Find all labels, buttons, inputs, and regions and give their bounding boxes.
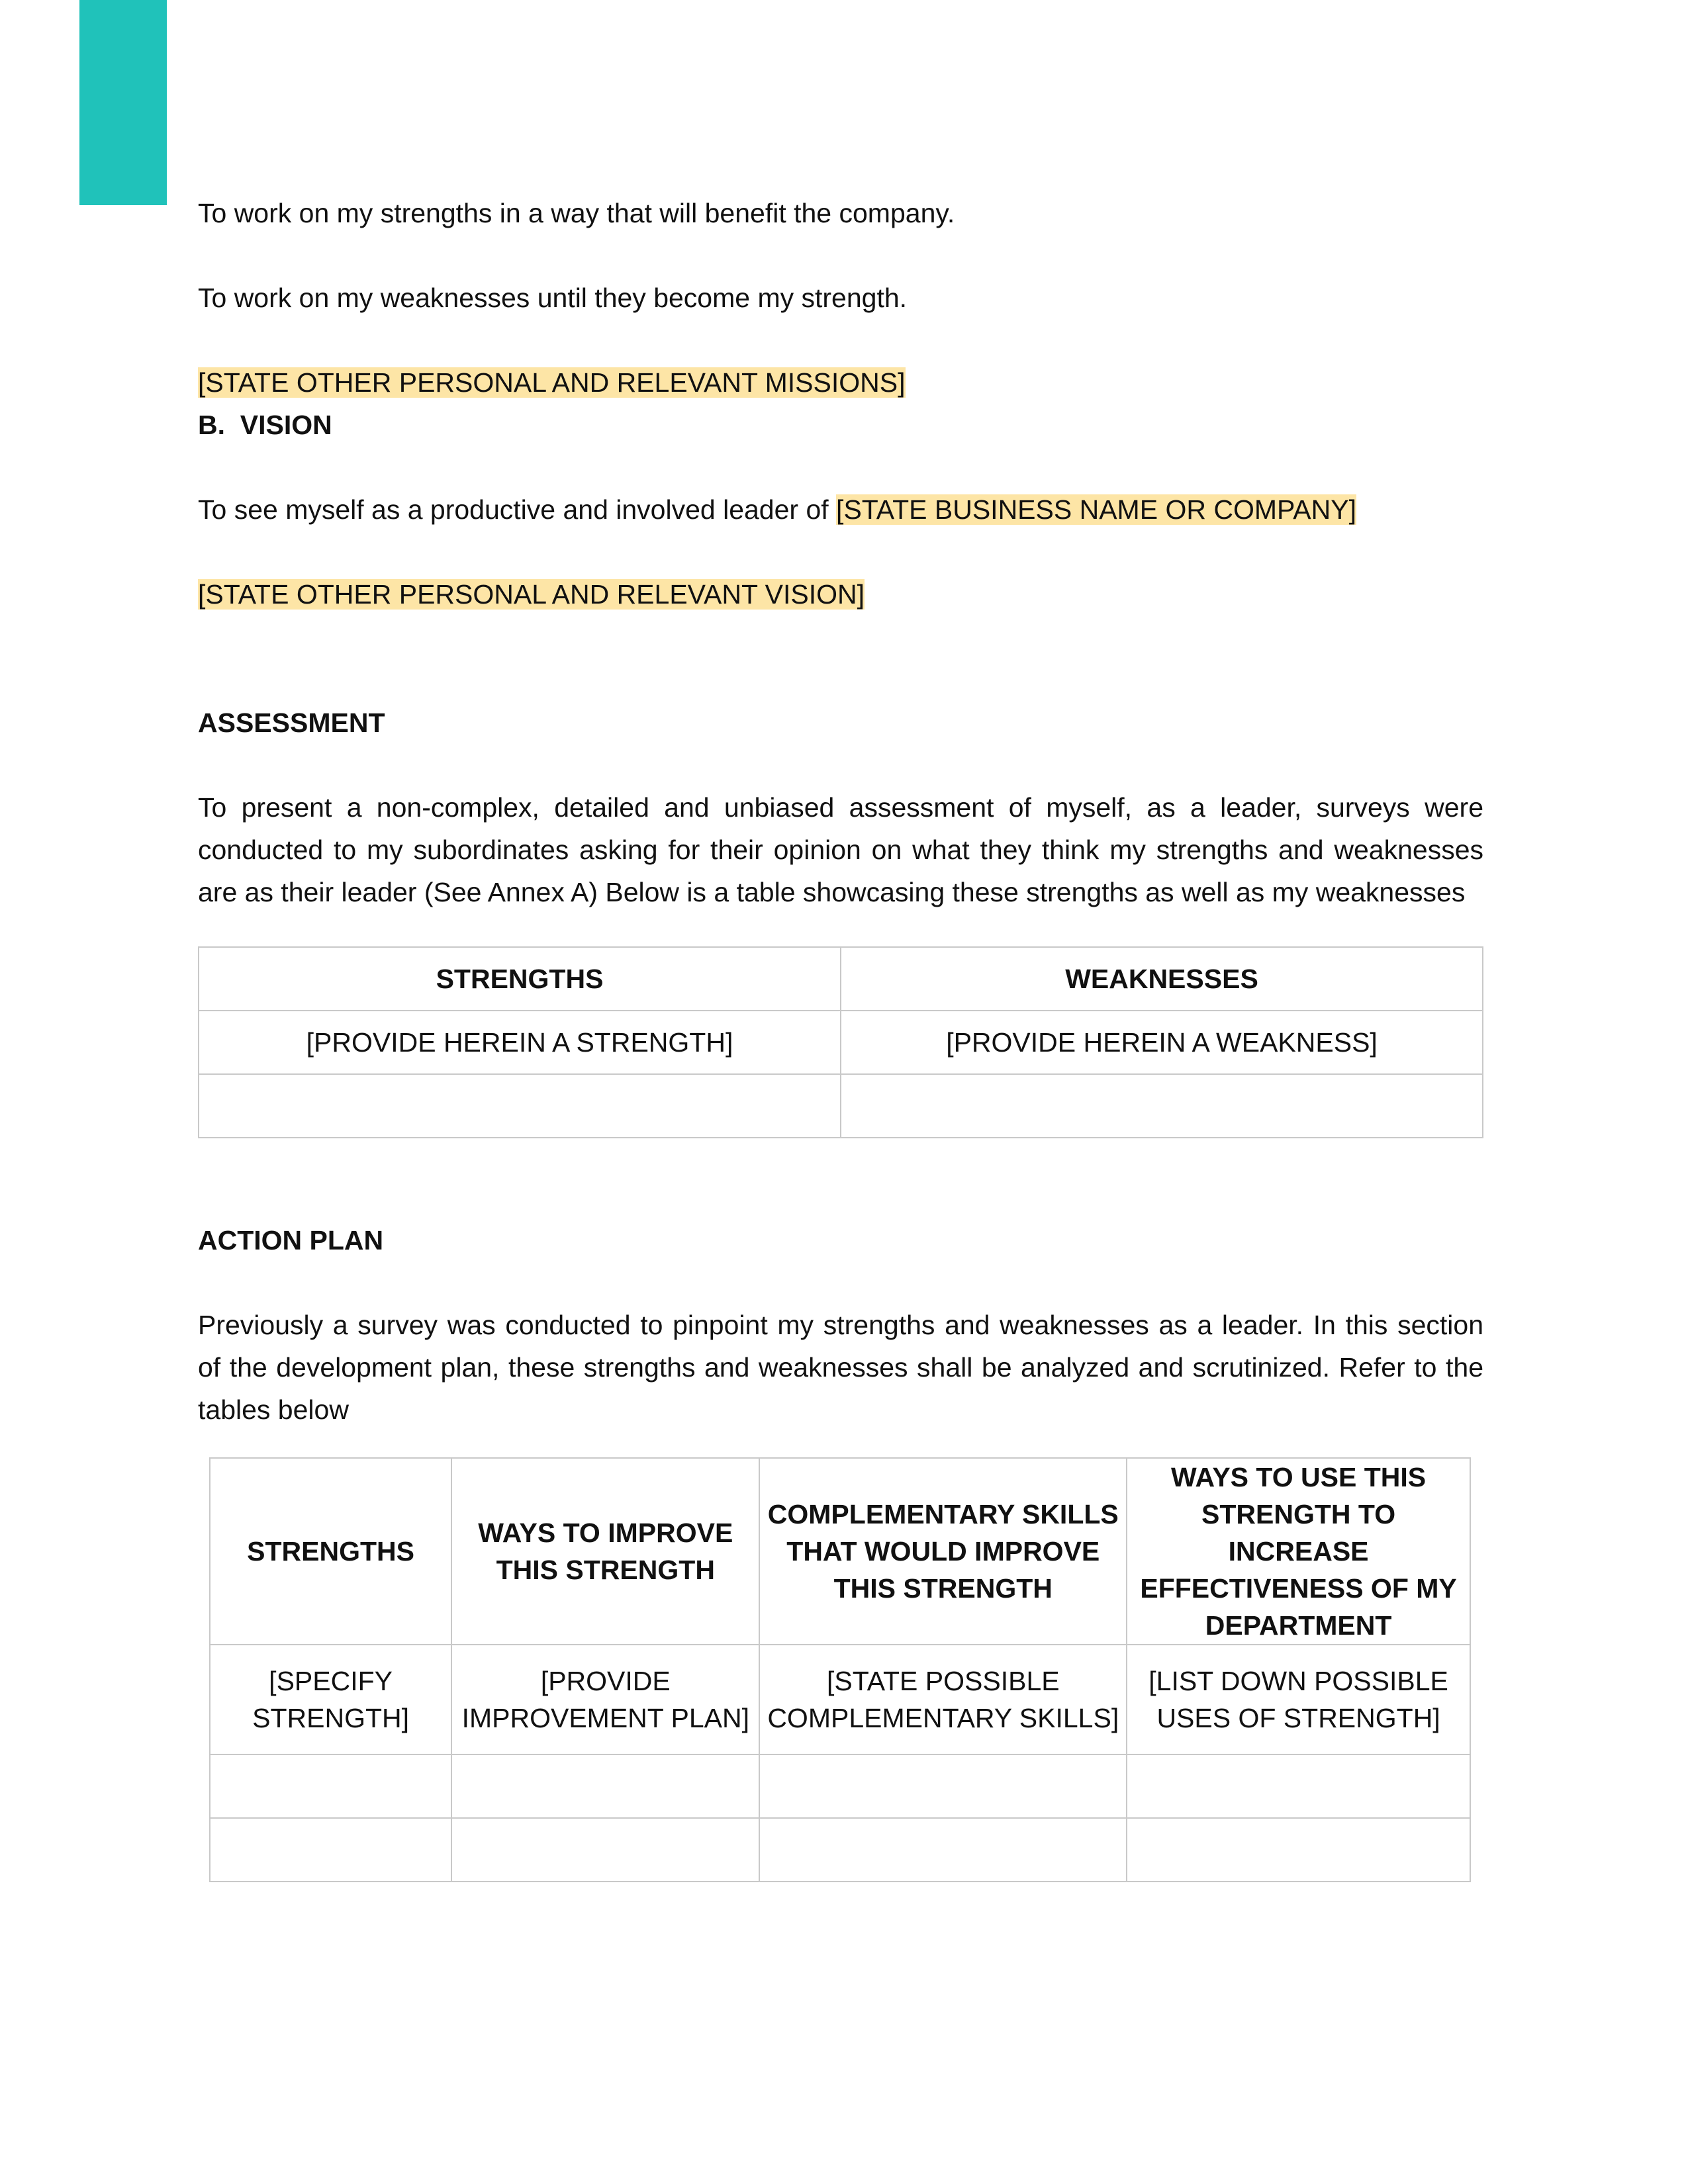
action-plan-line-1: Previously a survey was conducted to pinpoint my strengths and weaknesses as a leader. In this section <box>198 1310 1483 1340</box>
ways-to-use-header: WAYS TO USE THIS STRENGTH TO INCREASE EFFECTIVENESS OF MY DEPARTMENT <box>1127 1458 1470 1645</box>
action-plan-table <box>209 1457 1471 1882</box>
ways-to-improve-header: WAYS TO IMPROVE THIS STRENGTH <box>451 1458 759 1645</box>
table-cell: [STATE POSSIBLE COMPLEMENTARY SKILLS] <box>759 1645 1127 1754</box>
table-header-row <box>199 947 1483 1011</box>
table-row <box>210 1818 1470 1882</box>
table-cell: [PROVIDE HEREIN A WEAKNESS] <box>841 1011 1483 1074</box>
mission-line-2: To work on my weaknesses until they become my strength. <box>198 283 908 313</box>
assessment-line-1: To present a non-complex, detailed and unbiased assessment of myself, as a leader, surveys were <box>198 792 1483 823</box>
table-cell: [PROVIDE HEREIN A STRENGTH] <box>199 1011 841 1074</box>
business-name-placeholder: [STATE BUSINESS NAME OR COMPANY] <box>836 494 1356 525</box>
table-cell <box>451 1754 759 1818</box>
table-cell <box>210 1818 451 1882</box>
assessment-paragraph <box>198 786 1483 913</box>
table-cell <box>210 1754 451 1818</box>
accent-bar <box>79 0 167 205</box>
action-plan-line-2: of the development plan, these strengths and weaknesses shall be analyzed and scrutinized. Refer to the <box>198 1352 1483 1383</box>
vision-line-1-prefix: To see myself as a productive and involved leader of <box>198 494 837 525</box>
table-cell <box>1127 1754 1470 1818</box>
assessment-line-2: conducted to my subordinates asking for their opinion on what they think my strengths and weaknesses <box>198 835 1483 865</box>
vision-placeholder-text: [STATE OTHER PERSONAL AND RELEVANT VISION] <box>198 579 865 610</box>
weaknesses-header: WEAKNESSES <box>841 947 1483 1011</box>
table-row <box>199 1074 1483 1138</box>
mission-placeholder-text: [STATE OTHER PERSONAL AND RELEVANT MISSIONS] <box>198 367 906 398</box>
complementary-skills-header: COMPLEMENTARY SKILLS THAT WOULD IMPROVE THIS STRENGTH <box>759 1458 1127 1645</box>
vision-line-1 <box>198 488 1483 531</box>
action-plan-paragraph <box>198 1304 1483 1431</box>
table-row <box>210 1754 1470 1818</box>
table-row <box>210 1645 1470 1754</box>
document-body <box>198 192 1483 1882</box>
assessment-heading: ASSESSMENT <box>198 707 385 738</box>
table-cell: [LIST DOWN POSSIBLE USES OF STRENGTH] <box>1127 1645 1470 1754</box>
action-plan-line-3: tables below <box>198 1394 349 1425</box>
table-cell <box>451 1818 759 1882</box>
table-header-row <box>210 1458 1470 1645</box>
table-cell: [SPECIFY STRENGTH] <box>210 1645 451 1754</box>
mission-placeholder <box>198 361 1483 404</box>
strengths-header: STRENGTHS <box>199 947 841 1011</box>
table-row <box>199 1011 1483 1074</box>
strengths-header: STRENGTHS <box>210 1458 451 1645</box>
table-cell <box>199 1074 841 1138</box>
table-cell <box>759 1818 1127 1882</box>
table-cell: [PROVIDE IMPROVEMENT PLAN] <box>451 1645 759 1754</box>
assessment-line-3: are as their leader (See Annex A) Below is a table showcasing these strengths as well as my weaknesses <box>198 877 1466 907</box>
table-cell <box>841 1074 1483 1138</box>
vision-heading: B. VISION <box>198 410 332 440</box>
assessment-table <box>198 946 1483 1138</box>
table-cell <box>1127 1818 1470 1882</box>
mission-line-1: To work on my strengths in a way that will benefit the company. <box>198 198 955 228</box>
action-plan-heading: ACTION PLAN <box>198 1225 384 1255</box>
vision-line-2 <box>198 573 1483 615</box>
table-cell <box>759 1754 1127 1818</box>
